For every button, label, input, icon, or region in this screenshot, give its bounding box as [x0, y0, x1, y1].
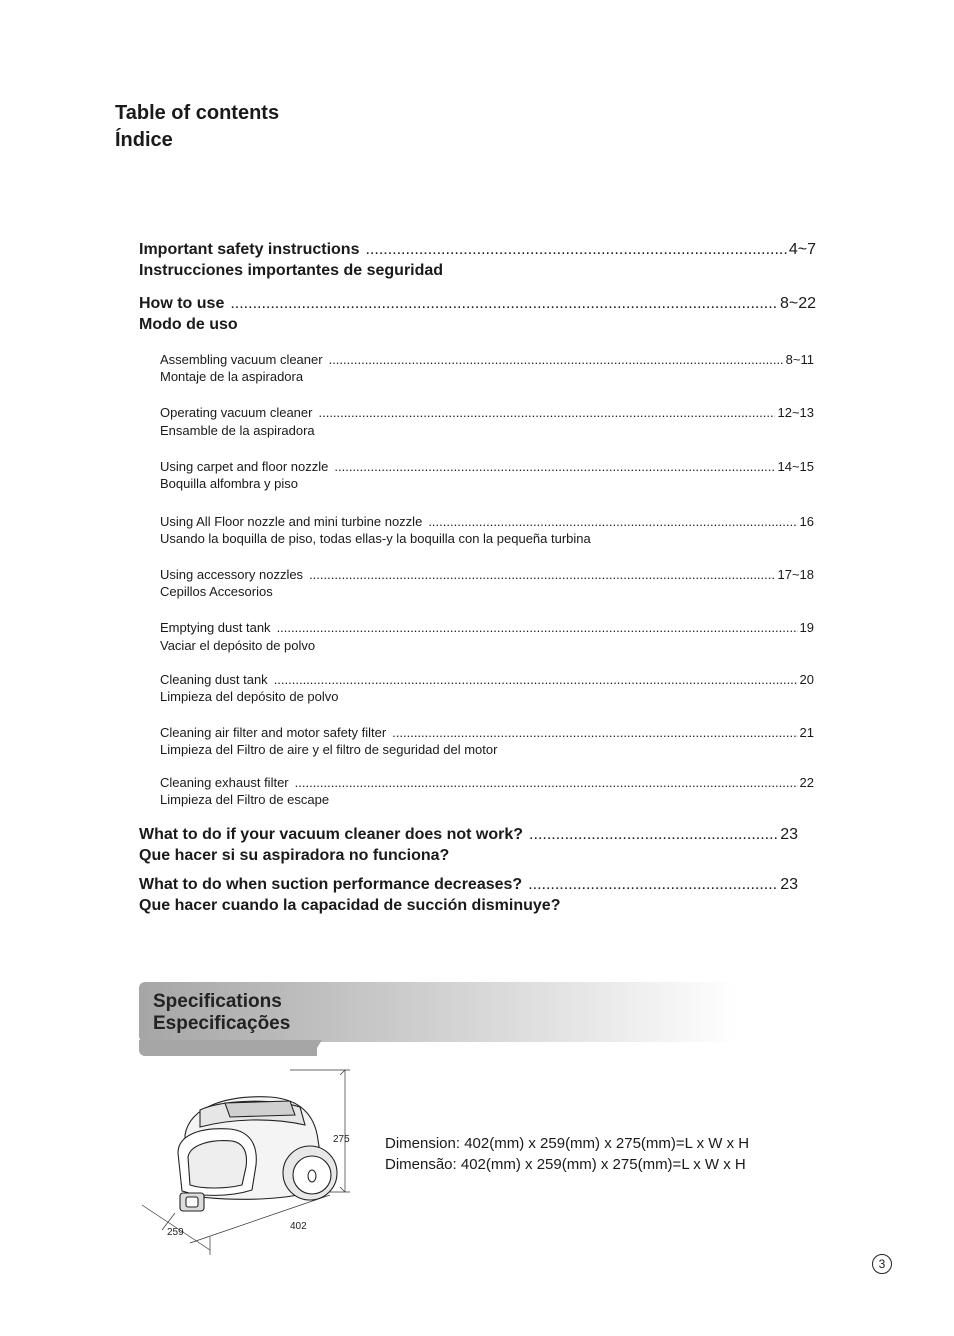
- toc-subentry-label-es: Cepillos Accesorios: [160, 584, 273, 599]
- toc-subentry-label-es: Usando la boquilla de piso, todas ellas-y la boquilla con la pequeña turbina: [160, 531, 591, 546]
- toc-subentry-label-es: Ensamble de la aspiradora: [160, 423, 315, 438]
- toc-subentry[interactable]: [160, 459, 814, 474]
- toc-subentry-label-es: Limpieza del Filtro de escape: [160, 792, 330, 807]
- toc-subentry-label-es: Limpieza del depósito de polvo: [160, 689, 339, 704]
- toc-subentry-label: Cleaning dust tank: [160, 672, 268, 687]
- toc-entry-not-work[interactable]: [139, 826, 798, 844]
- toc-subentry[interactable]: [160, 775, 814, 790]
- toc-leader: [528, 876, 778, 894]
- specifications-banner-tab: [139, 1040, 317, 1056]
- toc-entry-label: What to do if your vacuum cleaner does not work?: [139, 826, 524, 843]
- dimension-height-label: 275: [333, 1134, 350, 1145]
- toc-entry-safety[interactable]: [139, 241, 816, 259]
- toc-page: 19: [799, 620, 814, 635]
- toc-subentry[interactable]: [160, 567, 814, 582]
- toc-subentry[interactable]: [160, 725, 814, 740]
- toc-page: 23: [780, 826, 798, 843]
- toc-entry-label: How to use: [139, 295, 225, 312]
- toc-leader: [392, 725, 797, 740]
- toc-entry-how-to-use[interactable]: [139, 295, 816, 313]
- toc-entry-label-es: Instrucciones importantes de seguridad: [139, 262, 444, 279]
- toc-page: 16: [799, 514, 814, 529]
- specifications-title-en: Specifications: [153, 991, 282, 1012]
- toc-title-es: Índice: [115, 129, 173, 151]
- toc-page: 23: [780, 876, 798, 893]
- toc-leader: [428, 514, 797, 529]
- toc-entry-label-es: Que hacer cuando la capacidad de succión disminuye?: [139, 897, 561, 914]
- toc-subentry-label: Operating vacuum cleaner: [160, 405, 313, 420]
- toc-subentry-label: Cleaning air filter and motor safety filter: [160, 725, 387, 740]
- toc-leader: [274, 672, 798, 687]
- toc-subentry-label: Using All Floor nozzle and mini turbine nozzle: [160, 514, 423, 529]
- dimension-width-label: 259: [167, 1227, 184, 1238]
- toc-subentry[interactable]: [160, 405, 814, 420]
- page-number: 3: [872, 1254, 892, 1274]
- toc-page: 14~15: [777, 459, 814, 474]
- toc-page: 8~22: [779, 295, 816, 312]
- toc-entry-suction[interactable]: [139, 876, 798, 894]
- toc-entry-label: What to do when suction performance decreases?: [139, 876, 523, 893]
- toc-entry-label-es: Que hacer si su aspiradora no funciona?: [139, 847, 450, 864]
- toc-leader: [295, 775, 798, 790]
- toc-subentry-label-es: Montaje de la aspiradora: [160, 369, 304, 384]
- vacuum-cleaner-illustration: [140, 1065, 360, 1255]
- toc-leader: [365, 241, 786, 259]
- toc-subentry-label: Cleaning exhaust filter: [160, 775, 289, 790]
- toc-leader: [309, 567, 775, 582]
- toc-page: 22: [799, 775, 814, 790]
- toc-subentry[interactable]: [160, 514, 814, 529]
- toc-subentry-label: Emptying dust tank: [160, 620, 271, 635]
- toc-title-en: Table of contents: [115, 102, 280, 124]
- toc-page: 8~11: [785, 352, 814, 367]
- toc-subentry-label: Assembling vacuum cleaner: [160, 352, 323, 367]
- specifications-title-pt: Especificações: [153, 1013, 291, 1034]
- toc-subentry-label-es: Boquilla alfombra y piso: [160, 476, 299, 491]
- toc-entry-label-es: Modo de uso: [139, 316, 238, 333]
- toc-entry-label: Important safety instructions: [139, 241, 360, 258]
- toc-leader: [529, 826, 778, 844]
- toc-page: 12~13: [777, 405, 814, 420]
- toc-page: 20: [799, 672, 814, 687]
- toc-subentry-label: Using accessory nozzles: [160, 567, 304, 582]
- toc-page: 17~18: [777, 567, 814, 582]
- toc-leader: [318, 405, 775, 420]
- toc-subentry-label-es: Vaciar el depósito de polvo: [160, 638, 316, 653]
- toc-leader: [277, 620, 798, 635]
- toc-subentry[interactable]: [160, 620, 814, 635]
- toc-page: 4~7: [788, 241, 816, 258]
- toc-subentry-label: Using carpet and floor nozzle: [160, 459, 329, 474]
- toc-subentry-label-es: Limpieza del Filtro de aire y el filtro de seguridad del motor: [160, 742, 498, 757]
- toc-leader: [230, 295, 778, 313]
- specifications-banner-tab-corner: [312, 1040, 322, 1056]
- toc-subentry[interactable]: [160, 672, 814, 687]
- dimension-length-label: 402: [290, 1221, 307, 1232]
- toc-page: 21: [799, 725, 814, 740]
- dimension-text-pt: Dimensão: 402(mm) x 259(mm) x 275(mm)=L x W x H: [385, 1156, 746, 1173]
- toc-subentry[interactable]: [160, 352, 814, 367]
- toc-leader: [329, 352, 784, 367]
- toc-leader: [334, 459, 775, 474]
- dimension-text-en: Dimension: 402(mm) x 259(mm) x 275(mm)=L x W x H: [385, 1135, 750, 1152]
